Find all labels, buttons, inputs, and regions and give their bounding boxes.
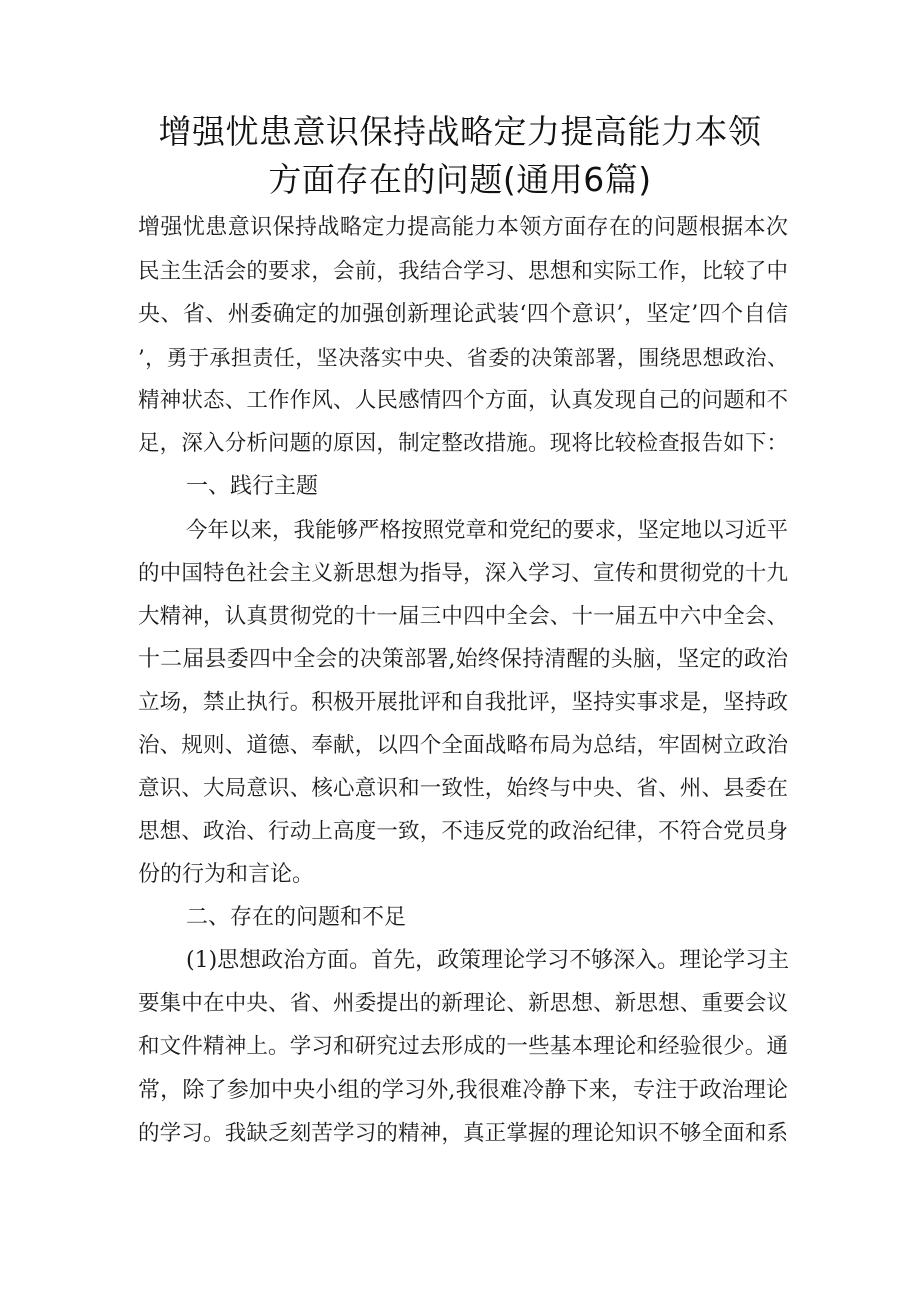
body-line-19: 要集中在中央、省、州委提出的新理论、新思想、新思想、重要会议	[138, 991, 788, 1016]
body-line-22: 的学习。我缺乏刻苦学习的精神，真正掌握的理论知识不够全面和系	[138, 1121, 788, 1146]
body-line-20: 和文件精神上。学习和研究过去形成的一些基本理论和经验很少。通	[138, 1034, 788, 1059]
body-line-12: 立场，禁止执行。积极开展批评和自我批评，坚持实事求是，坚持政	[138, 690, 788, 715]
body-line-18: (1)思想政治方面。首先，政策理论学习不够深入。理论学习主	[186, 948, 790, 973]
document-title-line-1: 增强忧患意识保持战略定力提高能力本领	[158, 112, 762, 151]
body-line-2: 民主生活会的要求，会前，我结合学习、思想和实际工作，比较了中	[138, 259, 788, 284]
body-line-3: 央、省、州委确定的加强创新理论武装‘四个意识’，坚定’四个自信	[138, 302, 788, 327]
body-line-4: ’，勇于承担责任，坚决落实中央、省委的决策部署，围绕思想政治、	[138, 346, 788, 370]
body-line-8: 今年以来，我能够严格按照党章和党纪的要求，坚定地以习近平	[186, 518, 789, 543]
body-line-9: 的中国特色社会主义新思想为指导，深入学习、宣传和贯彻党的十九	[138, 561, 788, 586]
body-line-14: 意识、大局意识、核心意识和一致性，始终与中央、省、州、县委在	[138, 776, 788, 801]
body-line-15: 思想、政治、行动上高度一致，不违反党的政治纪律，不符合党员身	[138, 819, 788, 844]
body-line-21: 常，除了参加中央小组的学习外,我很难冷静下来，专注于政治理论	[138, 1078, 788, 1103]
body-line-10: 大精神，认真贯彻党的十一届三中四中全会、十一届五中六中全会、	[138, 604, 788, 629]
body-line-1: 增强忧患意识保持战略定力提高能力本领方面存在的问题根据本次	[138, 215, 788, 240]
body-line-11: 十二届县委四中全会的决策部署,始终保持清醒的头脑，坚定的政治	[138, 647, 788, 672]
section-heading-1: 一、践行主题	[186, 474, 319, 499]
body-line-6: 足，深入分析问题的原因，制定整改措施。现将比较检查报告如下：	[138, 431, 788, 456]
body-line-5: 精神状态、工作作风、人民感情四个方面，认真发现自己的问题和不	[138, 388, 788, 413]
document-title-line-2: 方面存在的问题(通用6篇)	[268, 160, 652, 199]
body-line-16: 份的行为和言论。	[138, 862, 315, 887]
body-line-13: 治、规则、道德、奉献，以四个全面战略布局为总结，牢固树立政治	[138, 733, 788, 758]
section-heading-2: 二、存在的问题和不足	[186, 905, 407, 930]
